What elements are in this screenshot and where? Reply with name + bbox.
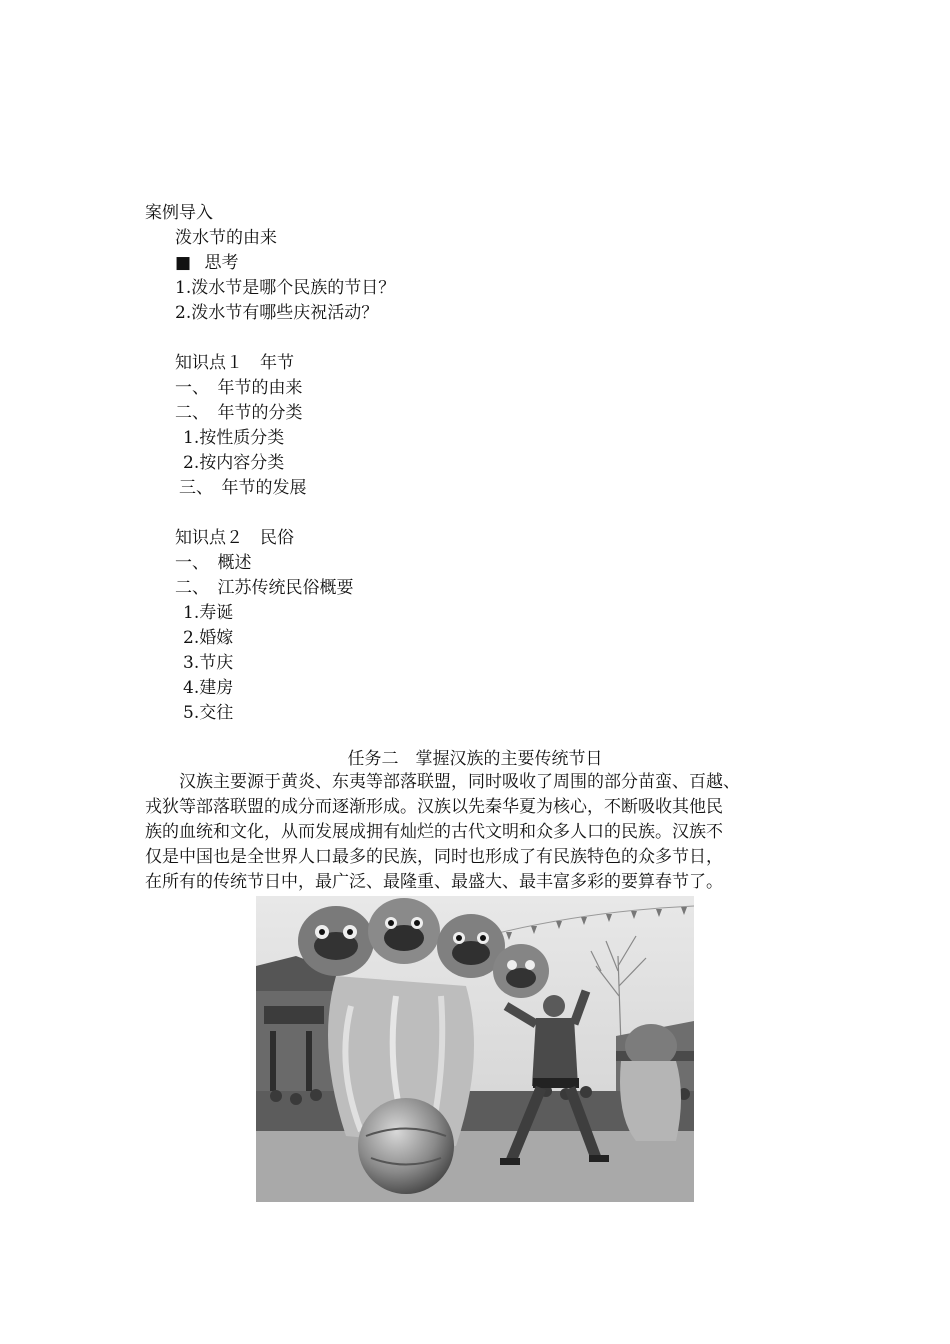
- knowledge1-item: 1.按性质分类: [183, 428, 285, 448]
- knowledge1-title: 知识点１ 年节: [175, 353, 294, 373]
- knowledge2-item: 一、 概述: [175, 553, 252, 573]
- case-intro-heading: 案例导入: [145, 203, 213, 223]
- paragraph-line: 仅是中国也是全世界人口最多的民族，同时也形成了有民族特色的众多节日，: [145, 847, 723, 867]
- knowledge2-item: 5.交往: [183, 703, 234, 723]
- task2-paragraph: [145, 770, 835, 895]
- paragraph-line: 在所有的传统节日中，最广泛、最隆重、最盛大、最丰富多彩的要算春节了。: [145, 872, 723, 892]
- think-row: [175, 252, 238, 274]
- knowledge1-item: 三、 年节的发展: [179, 478, 307, 498]
- knowledge1-item: 一、 年节的由来: [175, 378, 303, 398]
- lion-dance-photo: [256, 896, 694, 1202]
- task2-title: 任务二 掌握汉族的主要传统节日: [347, 749, 603, 769]
- square-bullet-icon: ■: [175, 253, 192, 273]
- paragraph-line: 族的血统和文化，从而发展成拥有灿烂的古代文明和众多人口的民族。汉族不: [145, 822, 723, 842]
- knowledge2-item: 1.寿诞: [183, 603, 234, 623]
- case-intro-subtitle: 泼水节的由来: [175, 228, 277, 248]
- knowledge2-item: 2.婚嫁: [183, 628, 234, 648]
- think-label: 思考: [204, 253, 239, 273]
- knowledge1-item: 二、 年节的分类: [175, 403, 303, 423]
- knowledge2-item: 二、 江苏传统民俗概要: [175, 578, 354, 598]
- knowledge2-item: 3.节庆: [183, 653, 234, 673]
- knowledge1-item: 2.按内容分类: [183, 453, 285, 473]
- knowledge2-item: 4.建房: [183, 678, 234, 698]
- question-2: 2.泼水节有哪些庆祝活动？: [175, 303, 379, 323]
- paragraph-line: 戎狄等部落联盟的成分而逐渐形成。汉族以先秦华夏为核心，不断吸收其他民: [145, 797, 723, 817]
- paragraph-line: 汉族主要源于黄炎、东夷等部落联盟，同时吸收了周围的部分苗蛮、百越、: [179, 772, 740, 792]
- question-1: 1.泼水节是哪个民族的节日？: [175, 278, 396, 298]
- knowledge2-title: 知识点２ 民俗: [175, 528, 294, 548]
